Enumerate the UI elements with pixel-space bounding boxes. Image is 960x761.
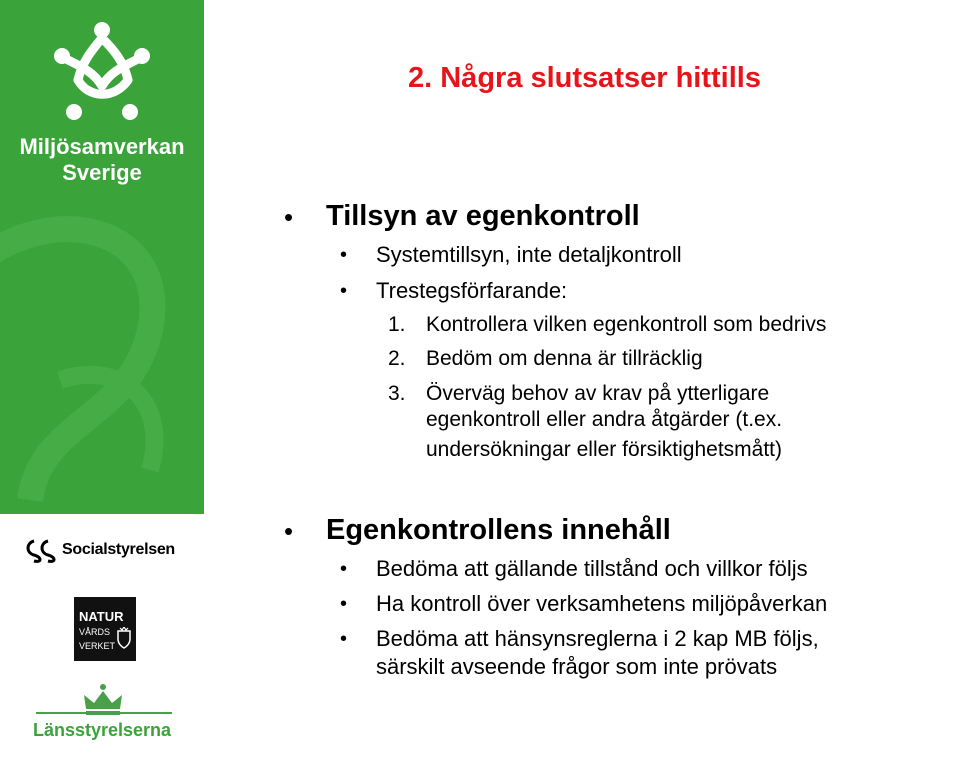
bullet-marker: • — [340, 628, 348, 650]
divider — [36, 712, 172, 714]
step-2-text: Bedöm om denna är tillräcklig — [426, 347, 703, 370]
section2-bullet-3-continuation: särskilt avseende frågor som inte prövats — [376, 654, 778, 679]
bullet-marker: • — [340, 280, 348, 302]
socialstyrelsen-label: Socialstyrelsen — [62, 541, 175, 558]
step-1-text: Kontrollera vilken egenkontroll som bedrivs — [426, 313, 827, 336]
section2-bullet-3: Bedöma att hänsynsreglerna i 2 kap MB följs, — [376, 626, 819, 651]
nv-line3: VERKET — [79, 641, 116, 651]
section1-heading: Tillsyn av egenkontroll — [326, 200, 640, 232]
bullet-marker: • — [284, 202, 294, 232]
step-3-line-1: Överväg behov av krav på ytterligare — [426, 382, 770, 405]
step-1-number: 1. — [388, 313, 406, 336]
crest-icon — [116, 627, 132, 649]
step-2-number: 2. — [388, 347, 406, 370]
bullet-marker: • — [284, 516, 294, 546]
logo-subtitle: Sverige — [62, 160, 142, 185]
flower-logo-icon — [48, 20, 156, 124]
step-3-number: 3. — [388, 382, 406, 405]
logo-title: Miljösamverkan — [19, 134, 185, 159]
naturvardsverket-logo — [74, 597, 136, 661]
nv-line1: NATUR — [79, 609, 124, 624]
section1-bullet-1: Systemtillsyn, inte detaljkontroll — [376, 242, 682, 267]
section1-bullet-2: Trestegsförfarande: — [376, 278, 568, 303]
socialstyrelsen-emblem-icon — [24, 537, 58, 563]
sidebar — [0, 0, 204, 761]
section2-heading: Egenkontrollens innehåll — [326, 514, 671, 546]
bullet-marker: • — [340, 593, 348, 615]
step-3-line-3: undersökningar eller försiktighetsmått) — [426, 438, 782, 461]
nv-line2: VÅRDS — [79, 627, 111, 637]
socialstyrelsen-logo — [24, 537, 175, 563]
bullet-marker: • — [340, 558, 348, 580]
lansstyrelserna-label: Länsstyrelserna — [32, 720, 172, 740]
section2-bullet-2: Ha kontroll över verksamhetens miljöpåverkan — [376, 591, 828, 616]
bullet-marker: • — [340, 244, 348, 266]
section2-bullet-1: Bedöma att gällande tillstånd och villkor följs — [376, 556, 808, 581]
step-3-line-2: egenkontroll eller andra åtgärder (t.ex. — [426, 408, 783, 431]
slide-title: 2. Några slutsatser hittills — [408, 62, 761, 94]
